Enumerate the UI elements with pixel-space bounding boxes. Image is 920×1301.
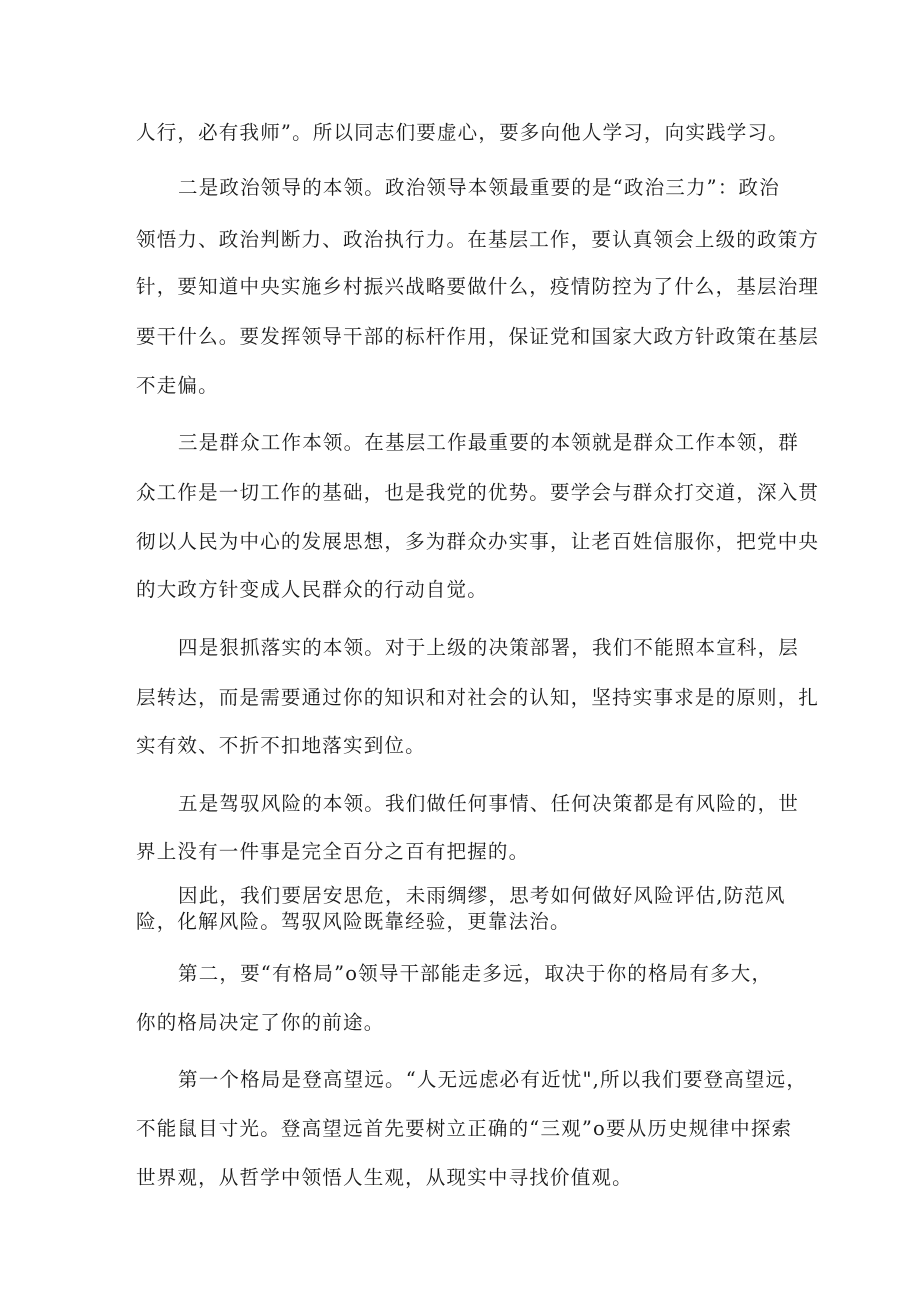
text-line: 不走偏。 — [136, 374, 219, 397]
text-line: 第二，要“有格局”o领导干部能走多远，取决于你的格局有多大， — [178, 962, 773, 985]
text-line: 三是群众工作本领。在基层工作最重要的本领就是群众工作本领，群 — [178, 431, 800, 454]
text-line: 众工作是一切工作的基础，也是我党的优势。要学会与群众打交道，深入贯 — [136, 481, 820, 504]
text-line: 层转达，而是需要通过你的知识和对社会的认知，坚持实事求是的原则，扎 — [136, 686, 820, 709]
text-line: 界上没有一件事是完全百分之百有把握的。 — [136, 840, 530, 863]
text-line: 二是政治领导的本领。政治领导本领最重要的是“政治三力”：政治 — [178, 176, 780, 199]
text-line: 五是驾驭风险的本领。我们做任何事情、任何决策都是有风险的，世 — [178, 792, 800, 815]
text-line: 险，化解风险。驾驭风险既靠经验，更靠法治。 — [136, 910, 571, 933]
text-line: 第一个格局是登高望远。“人无远虑必有近忧",所以我们要登高望远， — [178, 1068, 808, 1091]
text-line: 的大政方针变成人民群众的行动自觉。 — [136, 578, 488, 601]
text-line: 实有效、不折不扣地落实到位。 — [136, 734, 426, 757]
text-line: 世界观，从哲学中领悟人生观，从现实中寻找价值观。 — [136, 1166, 633, 1189]
text-line: 人行，必有我师”。所以同志们要虚心，要多向他人学习，向实践学习。 — [136, 121, 789, 144]
text-line: 四是狠抓落实的本领。对于上级的决策部署，我们不能照本宣科，层 — [178, 636, 800, 659]
text-line: 不能鼠目寸光。登高望远首先要树立正确的“三观”o要从历史规律中探索 — [136, 1117, 793, 1140]
text-line: 领悟力、政治判断力、政治执行力。在基层工作，要认真领会上级的政策方 — [136, 228, 820, 251]
text-line: 彻以人民为中心的发展思想，多为群众办实事，让老百姓信服你，把党中央 — [136, 530, 820, 553]
text-line: 你的格局决定了你的前途。 — [136, 1011, 385, 1034]
text-line: 要干什么。要发挥领导干部的标杆作用，保证党和国家大政方针政策在基层 — [136, 325, 820, 348]
text-line: 因此，我们要居安思危，未雨绸缪，思考如何做好风险评估,防范风 — [178, 884, 786, 907]
text-line: 针，要知道中央实施乡村振兴战略要做什么，疫情防控为了什么，基层治理 — [136, 275, 820, 298]
